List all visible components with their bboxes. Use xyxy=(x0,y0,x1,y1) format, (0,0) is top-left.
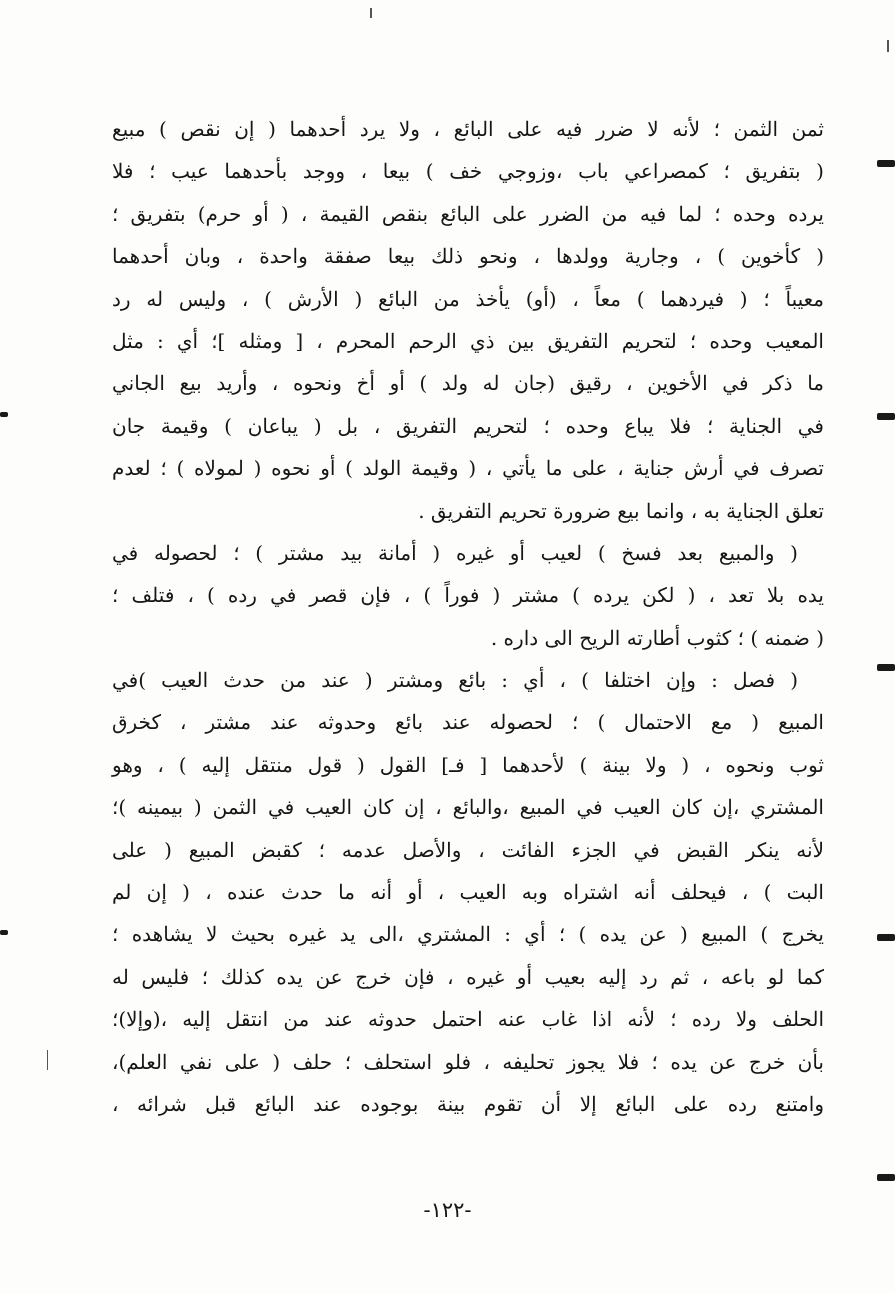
text-line: ( والمبيع بعد فسخ ) لعيب أو غيره ( أمانة بيد مشتر ) ؛ لحصوله في xyxy=(112,540,798,565)
edge-mark xyxy=(877,413,895,420)
edge-mark xyxy=(877,160,895,167)
text-line: ( كأخوين ) ، وجارية وولدها ، ونحو ذلك بيعا صفقة واحدة ، وبان أحدهما xyxy=(112,244,824,269)
text-line: الحلف ولا رده ؛ لأنه اذا غاب عنه احتمل حدوثه عند من انتقل إليه ،(وإلا)؛ xyxy=(112,1007,824,1032)
text-line: معيباً ؛ ( فيردهما ) معاً ، (أو) يأخذ من البائع ( الأرش ) ، وليس له رد xyxy=(112,286,824,311)
text-line: كما لو باعه ، ثم رد إليه بعيب أو غيره ، فإن خرج عن يده كذلك ؛ فليس له xyxy=(112,964,824,989)
text-line: ما ذكر في الأخوين ، رقيق (جان له ولد ) أو أخ ونحوه ، وأريد بيع الجاني xyxy=(112,371,824,396)
edge-mark xyxy=(877,1174,895,1181)
text-line: ( بتفريق ؛ كمصراعي باب ،وزوجي خف ) بيعا ، ووجد بأحدهما عيب ؛ فلا xyxy=(112,159,824,184)
page-number: -١٢٢- xyxy=(423,1198,472,1222)
text-line: يده بلا تعد ، ( لكن يرده ) مشتر ( فوراً ) ، فإن قصر في رده ) ، فتلف ؛ xyxy=(112,583,824,608)
edge-mark xyxy=(877,934,895,941)
text-line: يخرج ) المبيع ( عن يده ) ؛ أي : المشتري ،الى يد غيره بحيث لا يشاهده ؛ xyxy=(112,922,824,947)
text-line: ( ضمنه ) ؛ كثوب أطارته الريح الى داره . xyxy=(490,625,824,650)
scan-speck xyxy=(887,40,889,52)
text-line: تصرف في أرش جناية ، على ما يأتي ، ( وقيمة الولد ) أو نحوه ( لمولاه ) ؛ لعدم xyxy=(112,456,824,481)
text-line: المبيع ( مع الاحتمال ) ؛ لحصوله عند بائع وحدوثه عند مشتر ، كخرق xyxy=(112,710,824,735)
edge-mark xyxy=(0,930,8,935)
scan-speck xyxy=(47,1050,48,1070)
edge-mark xyxy=(0,412,8,417)
text-line: المشتري ،إن كان العيب في المبيع ،والبائع ، إن كان العيب في الثمن ( بيمينه )؛ xyxy=(112,795,824,820)
text-line: ثمن الثمن ؛ لأنه لا ضرر فيه على البائع ، ولا يرد أحدهما ( إن نقص ) مبيع xyxy=(112,117,824,141)
text-line: بأن خرج عن يده ؛ فلا يجوز تحليفه ، فلو استحلف ؛ حلف ( على نفي العلم)، xyxy=(112,1049,824,1074)
text-line: في الجناية ؛ فلا يباع وحده ؛ لتحريم التفريق ، بل ( يباعان ) وقيمة جان xyxy=(112,413,824,438)
text-line: المعيب وحده ؛ لتحريم التفريق بين ذي الرحم المحرم ، [ ومثله ]؛ أي : مثل xyxy=(112,328,824,353)
scan-speck xyxy=(370,8,372,18)
text-line: البت ) ، فيحلف أنه اشتراه وبه العيب ، أو أنه ما حدث عنده ، ( إن لم xyxy=(112,880,824,905)
text-line: لأنه ينكر القبض في الجزء الفائت ، والأصل عدمه ؛ كقبض المبيع ( على xyxy=(112,837,824,862)
text-line: ثوب ونحوه ، ( ولا بينة ) لأحدهما [ فـ] القول ( قول منتقل إليه ) ، وهو xyxy=(112,752,824,777)
text-line: تعلق الجناية به ، وانما بيع ضرورة تحريم التفريق . xyxy=(418,498,824,523)
text-line: يرده وحده ؛ لما فيه من الضرر على البائع بنقص القيمة ، ( أو حرم) بتفريق ؛ xyxy=(112,201,824,226)
body-text xyxy=(112,108,824,1125)
text-line: وامتنع رده على البائع إلا أن تقوم بينة بوجوده عند البائع قبل شرائه ، xyxy=(112,1091,824,1116)
edge-mark xyxy=(877,664,895,671)
text-line: ( فصل : وإن اختلفا ) ، أي : بائع ومشتر ( عند من حدث العيب )في xyxy=(112,668,798,693)
